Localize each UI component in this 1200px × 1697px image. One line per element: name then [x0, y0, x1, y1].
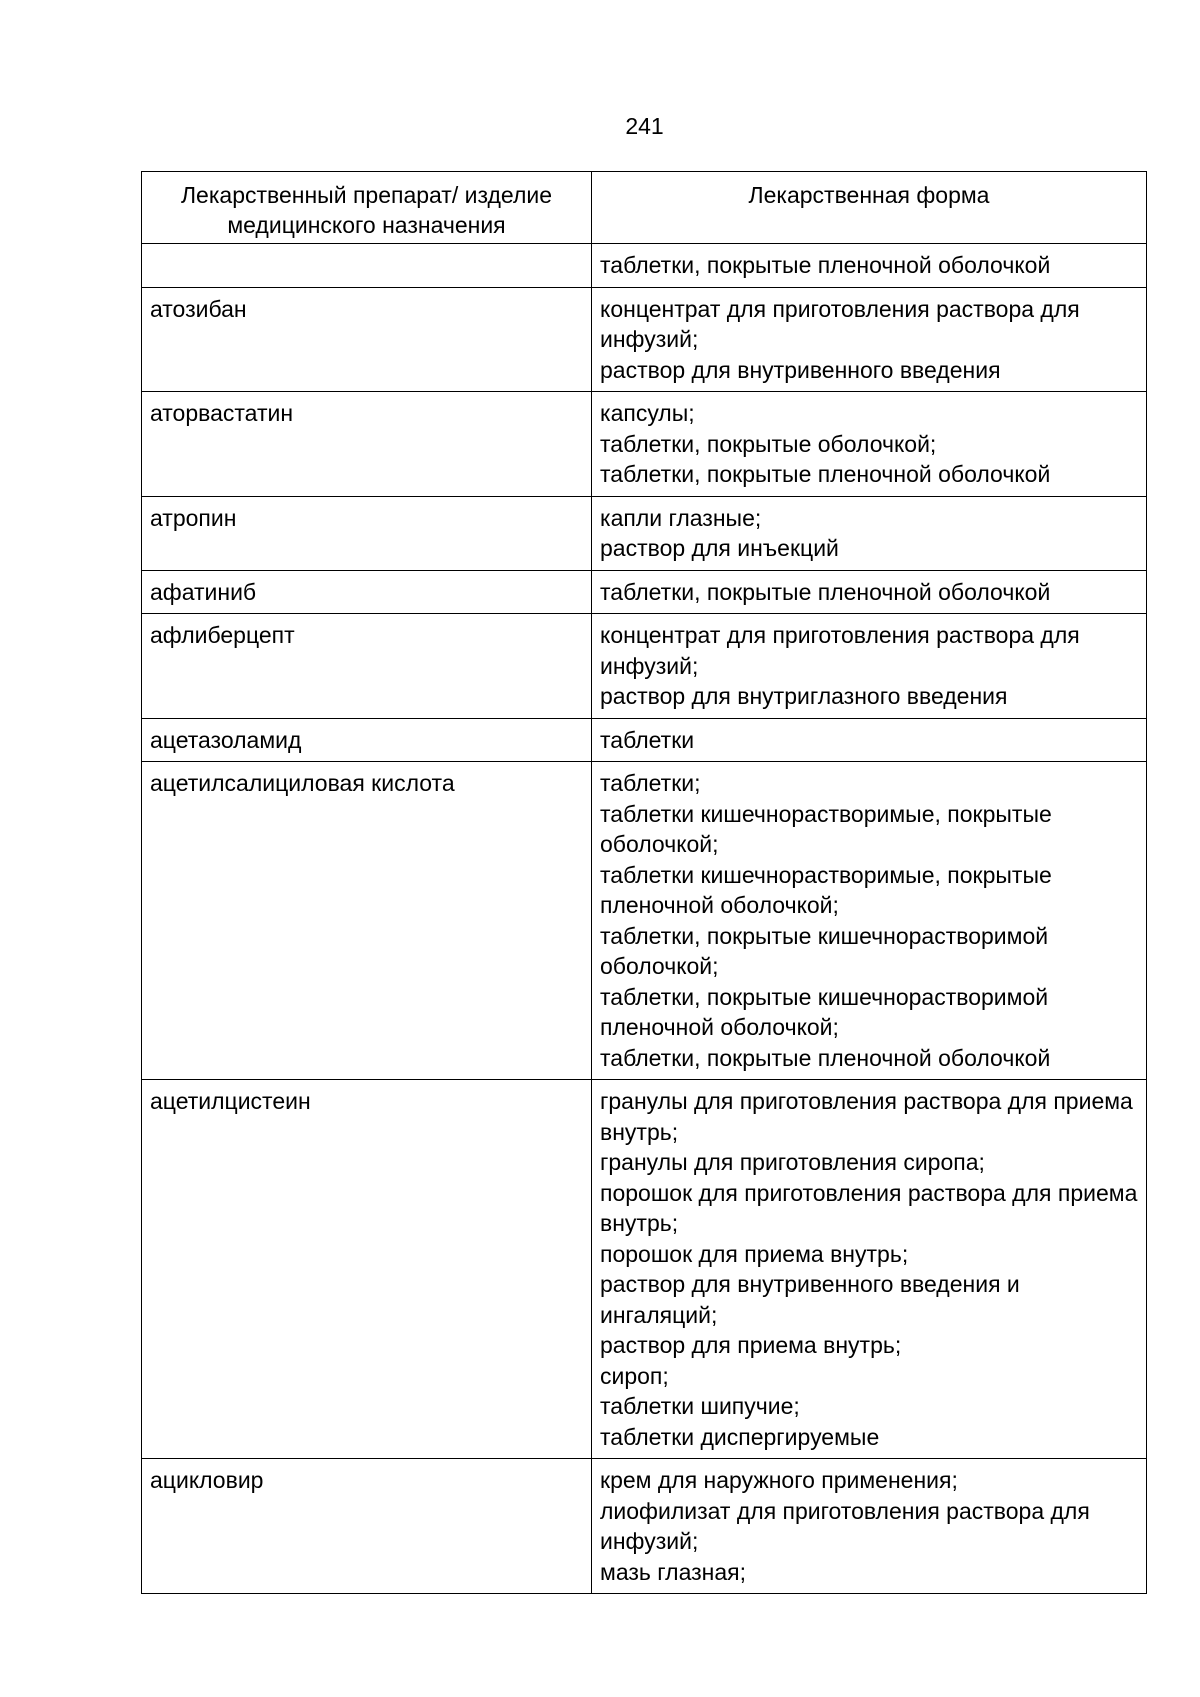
dosage-form-item: таблетки, покрытые пленочной оболочкой — [600, 578, 1051, 605]
dosage-form-item: капли глазные; — [600, 504, 762, 531]
dosage-form-item: таблетки кишечнорастворимые, покрытые оболочкой; — [600, 800, 1052, 857]
dosage-form-list — [600, 577, 1138, 608]
dosage-form-list — [600, 1086, 1138, 1452]
dosage-form-cell — [592, 287, 1147, 392]
table-row — [142, 287, 1147, 392]
dosage-form-item: концентрат для приготовления раствора для инфузий; — [600, 622, 1080, 679]
dosage-form-list — [600, 294, 1138, 386]
drug-name-cell: ацетилсалициловая кислота — [142, 762, 592, 1080]
dosage-form-list — [600, 768, 1138, 1073]
dosage-form-cell — [592, 718, 1147, 762]
dosage-form-item: гранулы для приготовления раствора для приема внутрь; — [600, 1088, 1133, 1145]
dosage-form-item: таблетки шипучие; — [600, 1393, 800, 1419]
dosage-form-item: концентрат для приготовления раствора для инфузий; — [600, 295, 1080, 352]
dosage-form-item: гранулы для приготовления сиропа; — [600, 1149, 985, 1175]
header-form: Лекарственная форма — [592, 172, 1147, 244]
drug-name-cell: атропин — [142, 496, 592, 570]
dosage-form-list — [600, 250, 1138, 281]
dosage-form-cell — [592, 244, 1147, 288]
drug-name-cell: афлиберцепт — [142, 614, 592, 719]
dosage-form-item: таблетки кишечнорастворимые, покрытые пленочной оболочкой; — [600, 861, 1052, 918]
table-row — [142, 762, 1147, 1080]
dosage-form-item: таблетки; — [600, 770, 701, 796]
dosage-form-cell — [592, 614, 1147, 719]
table-header-row — [142, 172, 1147, 244]
dosage-form-cell — [592, 496, 1147, 570]
dosage-form-item: таблетки, покрытые пленочной оболочкой — [600, 252, 1051, 278]
dosage-form-item: таблетки, покрытые кишечнорастворимой пленочной оболочкой; — [600, 983, 1049, 1040]
dosage-form-list — [600, 503, 1138, 564]
dosage-form-cell — [592, 1080, 1147, 1459]
table-body — [142, 244, 1147, 1594]
dosage-form-cell — [592, 1459, 1147, 1594]
dosage-form-item: таблетки, покрытые пленочной оболочкой — [600, 1044, 1051, 1071]
dosage-form-item: раствор для инъекций — [600, 535, 839, 561]
table-row — [142, 570, 1147, 614]
dosage-form-item: крем для наружного применения; — [600, 1467, 958, 1493]
dosage-form-cell — [592, 392, 1147, 497]
dosage-form-item: порошок для приема внутрь; — [600, 1240, 909, 1267]
table-row — [142, 392, 1147, 497]
dosage-form-list — [600, 725, 1138, 756]
dosage-form-item: лиофилизат для приготовления раствора для инфузий; — [600, 1497, 1090, 1554]
dosage-form-item: раствор для внутриглазного введения — [600, 683, 1008, 709]
dosage-form-item: таблетки, покрытые пленочной оболочкой — [600, 461, 1051, 487]
table-row — [142, 1080, 1147, 1459]
drug-name-cell: ацетилцистеин — [142, 1080, 592, 1459]
dosage-form-item: сироп; — [600, 1362, 669, 1389]
dosage-form-item: таблетки, покрытые кишечнорастворимой оболочкой; — [600, 922, 1049, 979]
dosage-form-item: раствор для приема внутрь; — [600, 1332, 902, 1358]
dosage-form-item: раствор для внутривенного введения — [600, 356, 1001, 383]
dosage-form-item: капсулы; — [600, 400, 695, 426]
dosage-form-list — [600, 398, 1138, 490]
dosage-form-list — [600, 620, 1138, 712]
dosage-form-item: таблетки, покрытые оболочкой; — [600, 430, 937, 457]
drug-name-cell: афатиниб — [142, 570, 592, 614]
table-row — [142, 244, 1147, 288]
table-row — [142, 718, 1147, 762]
dosage-form-item: раствор для внутривенного введения и ингаляций; — [600, 1271, 1020, 1328]
drug-name-cell: ацетазоламид — [142, 718, 592, 762]
table-row — [142, 614, 1147, 719]
dosage-form-item: мазь глазная; — [600, 1558, 746, 1585]
table-row — [142, 496, 1147, 570]
drug-name-cell: аторвастатин — [142, 392, 592, 497]
dosage-form-list — [600, 1465, 1138, 1587]
drug-name-cell — [142, 244, 592, 288]
dosage-form-item: таблетки диспергируемые — [600, 1423, 880, 1450]
drug-name-cell: ацикловир — [142, 1459, 592, 1594]
table-row — [142, 1459, 1147, 1594]
header-product: Лекарственный препарат/ изделие медицинского назначения — [142, 172, 592, 244]
dosage-form-item: таблетки — [600, 726, 695, 753]
drug-name-cell: атозибан — [142, 287, 592, 392]
dosage-form-item: порошок для приготовления раствора для приема внутрь; — [600, 1179, 1138, 1236]
dosage-form-cell — [592, 570, 1147, 614]
drug-forms-table — [141, 171, 1147, 1594]
page-number: 241 — [625, 113, 664, 139]
dosage-form-cell — [592, 762, 1147, 1080]
